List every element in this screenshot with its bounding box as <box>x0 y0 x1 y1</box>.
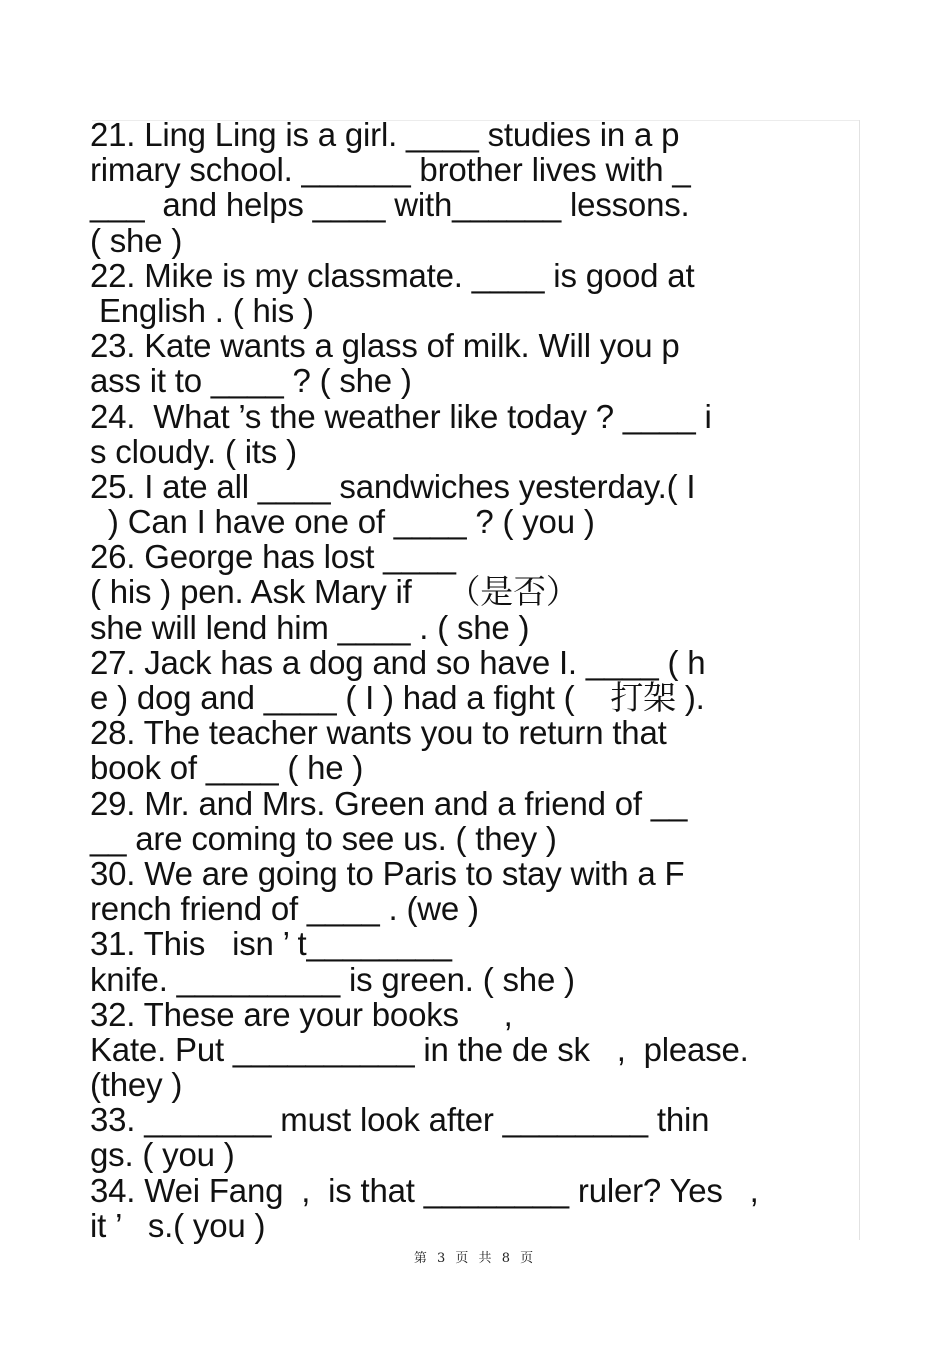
text-line: 24. What ’s the weather like today ? ____ i <box>90 397 712 435</box>
text-line: knife. _________ is green. ( she ) <box>90 960 575 998</box>
text-line: 28. The teacher wants you to return that <box>90 714 667 752</box>
text-line: gs. ( you ) <box>90 1136 235 1174</box>
text-line: Kate. Put __________ in the de sk , please. <box>90 1030 749 1068</box>
text-line: ) Can I have one of ____ ? ( you ) <box>90 503 595 541</box>
text-line: s cloudy. ( its ) <box>90 432 297 470</box>
text-line: 26. George has lost ____ <box>90 538 456 576</box>
text-line: e ) dog and ____ ( I ) had a fight ( 打架 ). <box>90 679 705 716</box>
text-line: 23. Kate wants a glass of milk. Will you p <box>90 327 680 365</box>
text-line: ( she ) <box>90 221 183 259</box>
text-line: 33. _______ must look after ________ thin <box>90 1101 710 1139</box>
text-line: ( his ) pen. Ask Mary if （是否） <box>90 573 579 611</box>
text-line: rimary school. ______ brother lives with _ <box>90 151 691 189</box>
text-line: English . ( his ) <box>90 291 314 329</box>
text-line: 30. We are going to Paris to stay with a F <box>90 854 685 892</box>
text-line: 21. Ling Ling is a girl. ____ studies in a p <box>90 116 680 153</box>
text-line: 27. Jack has a dog and so have I. ____ ( h <box>90 643 706 681</box>
page-number-footer: 第 3 页 共 8 页 <box>413 1251 537 1266</box>
exercise-text <box>90 117 860 1243</box>
text-line: she will lend him ____ . ( she ) <box>90 608 530 646</box>
text-line: (they ) <box>90 1066 183 1104</box>
text-line: book of ____ ( he ) <box>90 749 364 787</box>
text-line: __ are coming to see us. ( they ) <box>90 819 557 857</box>
text-line: 22. Mike is my classmate. ____ is good at <box>90 256 695 294</box>
text-line: it ’ s.( you ) <box>90 1206 266 1244</box>
text-line: 25. I ate all ____ sandwiches yesterday.( I <box>90 467 696 505</box>
text-line: 31. This isn ’ t________ <box>90 925 452 963</box>
text-line: ___ and helps ____ with______ lessons. <box>90 186 690 224</box>
text-line: ass it to ____ ? ( she ) <box>90 362 412 400</box>
text-line: rench friend of ____ . (we ) <box>90 890 479 928</box>
text-line: 29. Mr. and Mrs. Green and a friend of __ <box>90 784 688 822</box>
text-line: 32. These are your books , <box>90 995 513 1033</box>
text-line: 34. Wei Fang , is that ________ ruler? Yes , <box>90 1171 759 1209</box>
